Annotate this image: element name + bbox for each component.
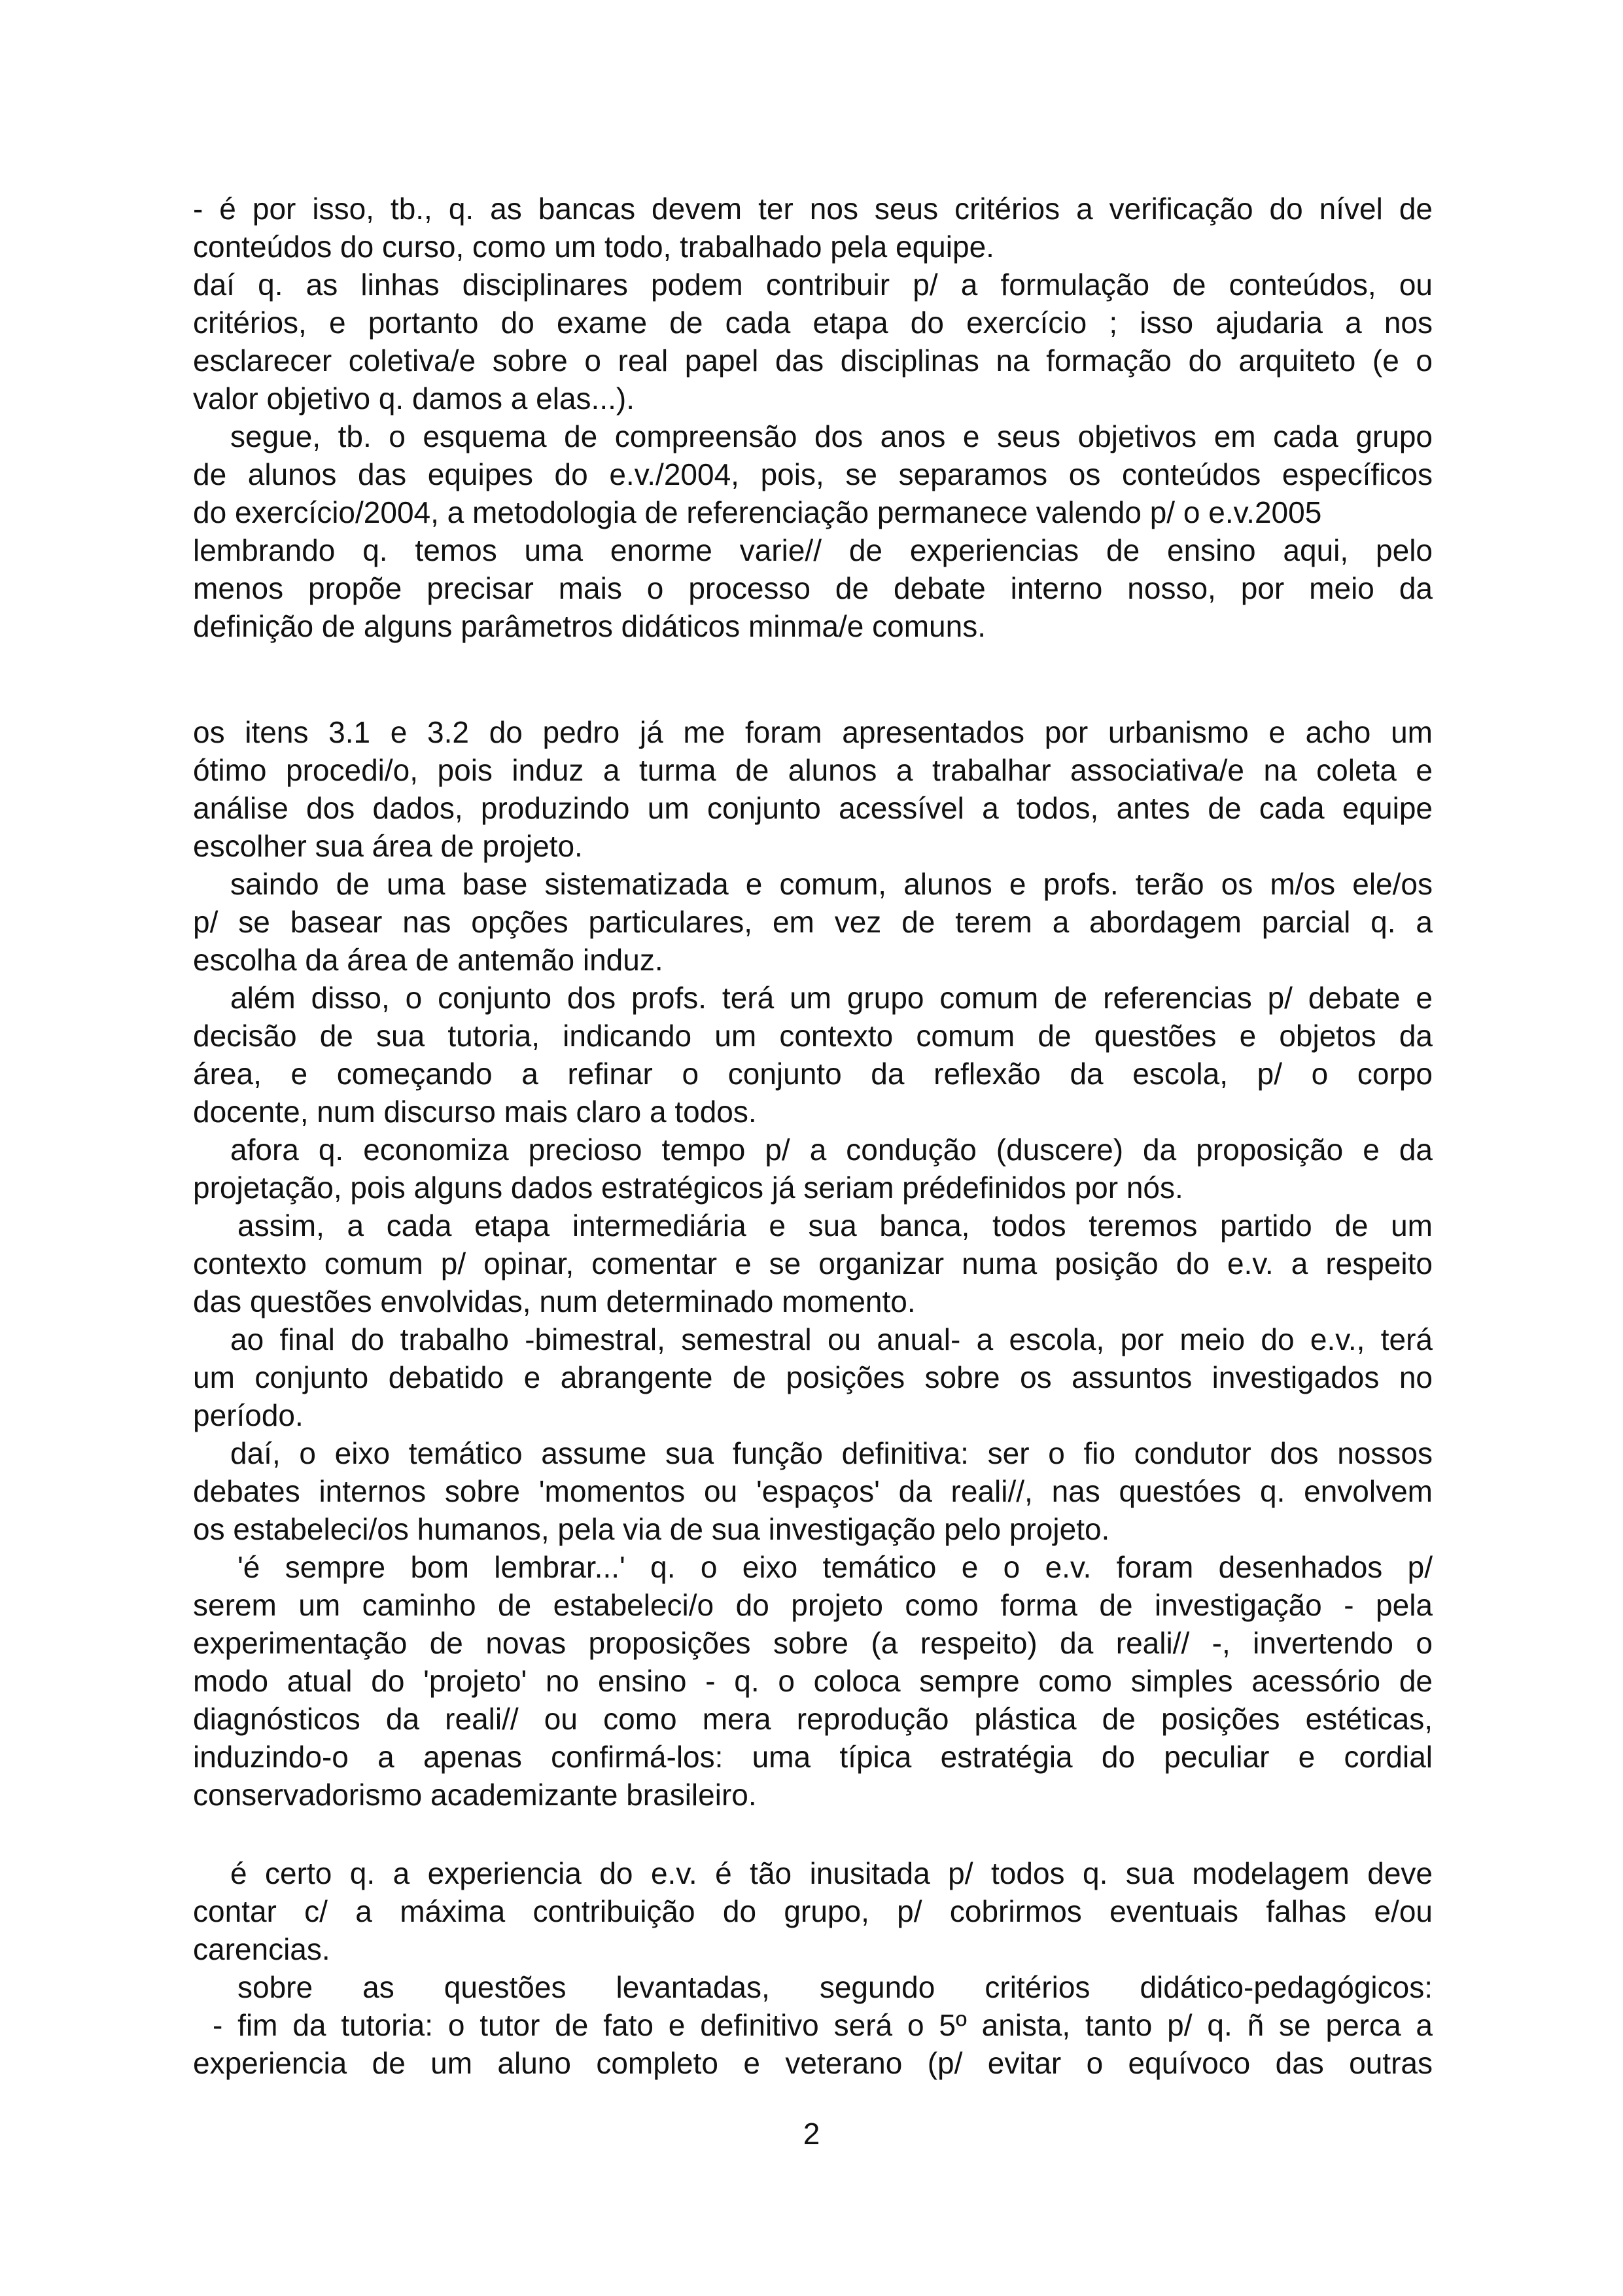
text-line: induzindo-o a apenas confirmá-los: uma típica estratégia do peculiar e cordial: [193, 1740, 1433, 1774]
text-line: 'é sempre bom lembrar...' q. o eixo temático e o e.v. foram desenhados p/: [237, 1550, 1433, 1584]
text-line: contar c/ a máxima contribuição do grupo, p/ cobrirmos eventuais falhas e/ou: [193, 1894, 1433, 1928]
text-line: lembrando q. temos uma enorme varie// de experiencias de ensino aqui, pelo: [193, 533, 1433, 567]
text-line: sobre as questões levantadas, segundo critérios didático-pedagógicos:: [237, 1970, 1433, 2004]
text-line: experiencia de um aluno completo e veterano (p/ evitar o equívoco das outras: [193, 2046, 1433, 2080]
paragraph-block-2: [193, 713, 1433, 1814]
text-line: saindo de uma base sistematizada e comum, alunos e profs. terão os m/os ele/os: [230, 867, 1433, 901]
text-line: de alunos das equipes do e.v./2004, pois, se separamos os conteúdos específicos: [193, 457, 1433, 491]
paragraph-block-3: [193, 1854, 1433, 2082]
text-line: debates internos sobre 'momentos ou 'espaços' da reali//, nas questóes q. envolvem: [193, 1474, 1433, 1508]
text-line: - fim da tutoria: o tutor de fato e definitivo será o 5º anista, tanto p/ q. ñ se perca a: [213, 2008, 1433, 2042]
text-line: ótimo procedi/o, pois induz a turma de alunos a trabalhar associativa/e na coleta e: [193, 753, 1433, 787]
text-line: - é por isso, tb., q. as bancas devem ter nos seus critérios a verificação do nível de: [193, 192, 1433, 226]
text-line: daí, o eixo temático assume sua função definitiva: ser o fio condutor dos nossos: [230, 1436, 1433, 1470]
text-line: esclarecer coletiva/e sobre o real papel das disciplinas na formação do arquiteto (e o: [193, 344, 1433, 378]
text-line: decisão de sua tutoria, indicando um contexto comum de questões e objetos da: [193, 1019, 1433, 1053]
page-number: 2: [803, 2117, 820, 2151]
text-line: conservadorismo academizante brasileiro.: [193, 1778, 757, 1812]
text-line: definição de alguns parâmetros didáticos minma/e comuns.: [193, 609, 986, 643]
text-line: p/ se basear nas opções particulares, em vez de terem a abordagem parcial q. a: [193, 905, 1433, 939]
text-line: menos propõe precisar mais o processo de debate interno nosso, por meio da: [193, 571, 1433, 605]
text-line: além disso, o conjunto dos profs. terá um grupo comum de referencias p/ debate e: [230, 981, 1433, 1015]
text-line: docente, num discurso mais claro a todos.: [193, 1095, 757, 1129]
text-line: um conjunto debatido e abrangente de posições sobre os assuntos investigados no: [193, 1360, 1433, 1394]
text-line: serem um caminho de estabeleci/o do projeto como forma de investigação - pela: [193, 1588, 1433, 1622]
text-line: conteúdos do curso, como um todo, trabalhado pela equipe.: [193, 230, 994, 264]
text-line: afora q. economiza precioso tempo p/ a condução (duscere) da proposição e da: [230, 1133, 1433, 1167]
text-line: daí q. as linhas disciplinares podem contribuir p/ a formulação de conteúdos, ou: [193, 268, 1433, 302]
text-line: contexto comum p/ opinar, comentar e se organizar numa posição do e.v. a respeito: [193, 1246, 1433, 1280]
text-line: valor objetivo q. damos a elas...).: [193, 381, 635, 415]
text-line: os estabeleci/os humanos, pela via de sua investigação pelo projeto.: [193, 1512, 1110, 1546]
paragraph-block-1: [193, 190, 1433, 645]
text-line: área, e começando a refinar o conjunto da reflexão da escola, p/ o corpo: [193, 1057, 1433, 1091]
text-line: das questões envolvidas, num determinado momento.: [193, 1284, 916, 1318]
text-line: análise dos dados, produzindo um conjunto acessível a todos, antes de cada equipe: [193, 791, 1433, 825]
text-line: projetação, pois alguns dados estratégicos já seriam prédefinidos por nós.: [193, 1171, 1183, 1205]
text-line: critérios, e portanto do exame de cada etapa do exercício ; isso ajudaria a nos: [193, 306, 1433, 340]
text-line: assim, a cada etapa intermediária e sua banca, todos teremos partido de um: [237, 1209, 1433, 1243]
text-line: do exercício/2004, a metodologia de referenciação permanece valendo p/ o e.v.2005: [193, 495, 1322, 529]
text-line: período.: [193, 1398, 304, 1432]
text-line: carencias.: [193, 1932, 330, 1966]
text-line: os itens 3.1 e 3.2 do pedro já me foram apresentados por urbanismo e acho um: [193, 715, 1433, 749]
text-line: experimentação de novas proposições sobre (a respeito) da reali// -, invertendo o: [193, 1626, 1433, 1660]
text-line: é certo q. a experiencia do e.v. é tão inusitada p/ todos q. sua modelagem deve: [230, 1856, 1433, 1890]
text-line: ao final do trabalho -bimestral, semestral ou anual- a escola, por meio do e.v., terá: [230, 1322, 1433, 1356]
text-line: escolha da área de antemão induz.: [193, 943, 663, 977]
text-line: modo atual do 'projeto' no ensino - q. o coloca sempre como simples acessório de: [193, 1664, 1433, 1698]
text-line: escolher sua área de projeto.: [193, 829, 583, 863]
text-line: segue, tb. o esquema de compreensão dos anos e seus objetivos em cada grupo: [230, 419, 1433, 453]
text-line: diagnósticos da reali// ou como mera reprodução plástica de posições estéticas,: [193, 1702, 1433, 1736]
